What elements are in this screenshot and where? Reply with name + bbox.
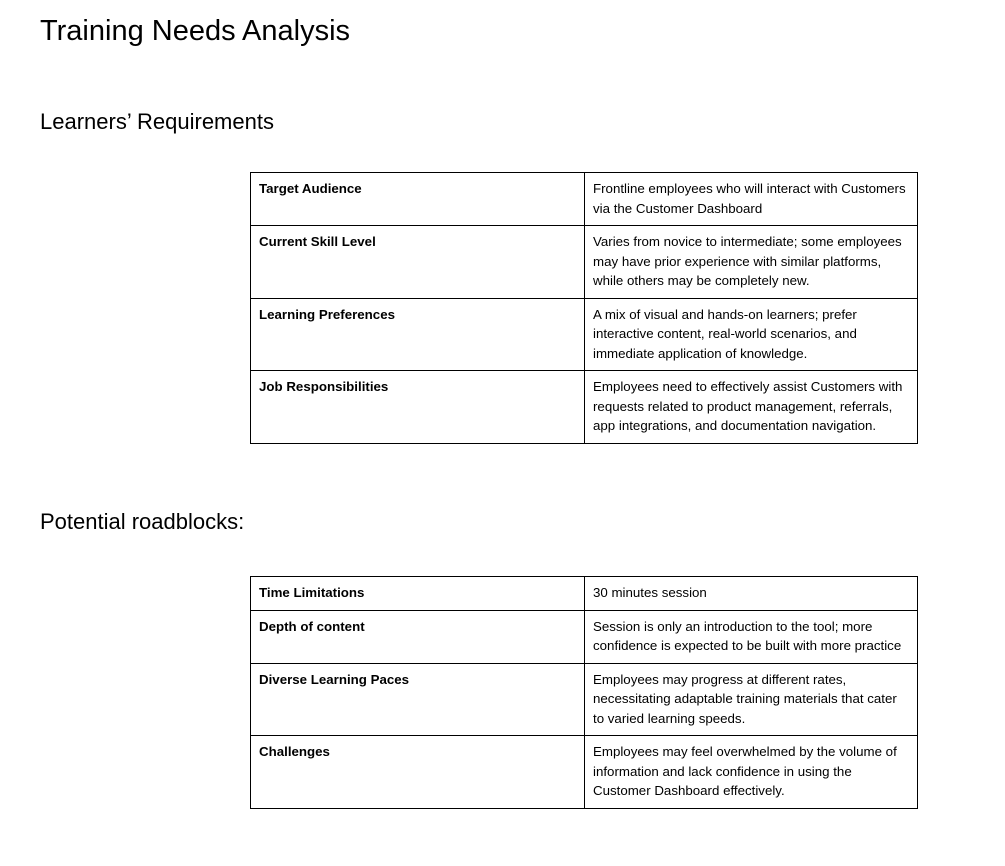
row-value-depth-of-content: Session is only an introduction to the tool; more confidence is expected to be built with more practice (585, 610, 918, 663)
section-heading-potential-roadblocks: Potential roadblocks: (40, 509, 245, 534)
row-label-challenges: Challenges (251, 736, 585, 809)
table-row (251, 298, 918, 371)
table-row (251, 736, 918, 809)
row-label-job-responsibilities: Job Responsibilities (251, 371, 585, 444)
learners-requirements-table (250, 172, 918, 444)
row-label-current-skill-level: Current Skill Level (251, 226, 585, 299)
row-label-target-audience: Target Audience (251, 173, 585, 226)
row-value-time-limitations: 30 minutes session (585, 577, 918, 611)
row-value-learning-preferences: A mix of visual and hands-on learners; prefer interactive content, real-world scenarios, and immediate application of knowledge. (585, 298, 918, 371)
potential-roadblocks-table (250, 576, 918, 809)
table-row (251, 577, 918, 611)
row-value-challenges: Employees may feel overwhelmed by the volume of information and lack confidence in using the Customer Dashboard effectively. (585, 736, 918, 809)
row-value-job-responsibilities: Employees need to effectively assist Customers with requests related to product management, referrals, app integrations, and documentation navigation. (585, 371, 918, 444)
row-label-depth-of-content: Depth of content (251, 610, 585, 663)
section-heading-learners-requirements: Learners’ Requirements (40, 109, 274, 134)
row-value-diverse-learning-paces: Employees may progress at different rates, necessitating adaptable training materials that cater to varied learning speeds. (585, 663, 918, 736)
table-row (251, 226, 918, 299)
row-label-learning-preferences: Learning Preferences (251, 298, 585, 371)
row-label-diverse-learning-paces: Diverse Learning Paces (251, 663, 585, 736)
table-row (251, 173, 918, 226)
table-row (251, 610, 918, 663)
row-value-current-skill-level: Varies from novice to intermediate; some employees may have prior experience with similar platforms, while others may be completely new. (585, 226, 918, 299)
document-title: Training Needs Analysis (40, 15, 351, 47)
table-row (251, 371, 918, 444)
table-row (251, 663, 918, 736)
row-value-target-audience: Frontline employees who will interact with Customers via the Customer Dashboard (585, 173, 918, 226)
row-label-time-limitations: Time Limitations (251, 577, 585, 611)
